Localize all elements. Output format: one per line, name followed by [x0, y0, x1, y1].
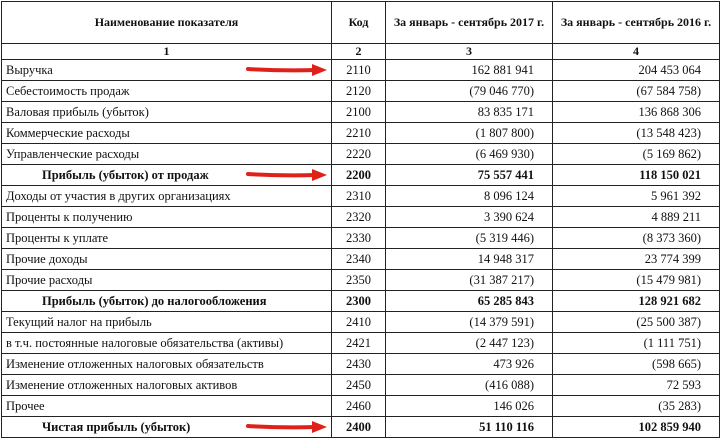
- row-value-2017: 65 285 843: [386, 291, 553, 312]
- table-row: [2, 228, 720, 249]
- table-row: [2, 144, 720, 165]
- row-code: 2310: [332, 186, 386, 207]
- column-number: 3: [386, 44, 553, 60]
- row-value-2016: (1 111 751): [553, 333, 720, 354]
- row-name: Прибыль (убыток) до налогообложения: [2, 291, 332, 312]
- row-name: Прочее: [2, 396, 332, 417]
- row-name: Проценты к уплате: [2, 228, 332, 249]
- row-value-2017: 51 110 116: [386, 417, 553, 438]
- table-row: [2, 291, 720, 312]
- row-value-2017: 146 026: [386, 396, 553, 417]
- row-code: 2100: [332, 102, 386, 123]
- row-code: 2200: [332, 165, 386, 186]
- row-value-2016: 23 774 399: [553, 249, 720, 270]
- row-value-2016: 72 593: [553, 375, 720, 396]
- row-name: в т.ч. постоянные налоговые обязательства (активы): [2, 333, 332, 354]
- row-code: 2450: [332, 375, 386, 396]
- header-row: [2, 2, 720, 44]
- row-code: 2430: [332, 354, 386, 375]
- row-value-2016: 5 961 392: [553, 186, 720, 207]
- table-row: [2, 123, 720, 144]
- row-name: Проценты к получению: [2, 207, 332, 228]
- row-code: 2400: [332, 417, 386, 438]
- row-value-2017: 75 557 441: [386, 165, 553, 186]
- row-value-2016: (5 169 862): [553, 144, 720, 165]
- row-value-2017: 83 835 171: [386, 102, 553, 123]
- row-value-2017: (5 319 446): [386, 228, 553, 249]
- row-value-2017: (14 379 591): [386, 312, 553, 333]
- header-period-2016: За январь - сентябрь 2016 г.: [553, 2, 720, 44]
- row-value-2016: (67 584 758): [553, 81, 720, 102]
- row-name: Изменение отложенных налоговых активов: [2, 375, 332, 396]
- row-value-2017: (416 088): [386, 375, 553, 396]
- row-value-2017: 3 390 624: [386, 207, 553, 228]
- row-value-2017: (79 046 770): [386, 81, 553, 102]
- row-name: Себестоимость продаж: [2, 81, 332, 102]
- row-value-2016: 128 921 682: [553, 291, 720, 312]
- row-code: 2410: [332, 312, 386, 333]
- row-value-2017: (6 469 930): [386, 144, 553, 165]
- row-name: Выручка: [2, 60, 332, 81]
- column-number-row: [2, 44, 720, 60]
- table-row: [2, 186, 720, 207]
- row-name: Доходы от участия в других организациях: [2, 186, 332, 207]
- row-name: Управленческие расходы: [2, 144, 332, 165]
- row-name: Прочие расходы: [2, 270, 332, 291]
- row-value-2017: 162 881 941: [386, 60, 553, 81]
- row-value-2017: 8 096 124: [386, 186, 553, 207]
- row-code: 2110: [332, 60, 386, 81]
- row-code: 2340: [332, 249, 386, 270]
- column-number: 4: [553, 44, 720, 60]
- row-code: 2300: [332, 291, 386, 312]
- row-name: Текущий налог на прибыль: [2, 312, 332, 333]
- table-row: [2, 60, 720, 81]
- row-value-2017: 14 948 317: [386, 249, 553, 270]
- row-name: Валовая прибыль (убыток): [2, 102, 332, 123]
- row-value-2016: 4 889 211: [553, 207, 720, 228]
- row-value-2016: (15 479 981): [553, 270, 720, 291]
- header-period-2017: За январь - сентябрь 2017 г.: [386, 2, 553, 44]
- row-name: Изменение отложенных налоговых обязательств: [2, 354, 332, 375]
- row-code: 2320: [332, 207, 386, 228]
- table-row: [2, 270, 720, 291]
- row-code: 2120: [332, 81, 386, 102]
- row-value-2017: (2 447 123): [386, 333, 553, 354]
- row-code: 2220: [332, 144, 386, 165]
- row-value-2016: (8 373 360): [553, 228, 720, 249]
- table-row: [2, 354, 720, 375]
- row-value-2017: 473 926: [386, 354, 553, 375]
- row-value-2016: 204 453 064: [553, 60, 720, 81]
- row-value-2016: (35 283): [553, 396, 720, 417]
- row-value-2017: (1 807 800): [386, 123, 553, 144]
- table-row: [2, 333, 720, 354]
- header-name: Наименование показателя: [2, 2, 332, 44]
- row-value-2017: (31 387 217): [386, 270, 553, 291]
- row-value-2016: (13 548 423): [553, 123, 720, 144]
- row-code: 2330: [332, 228, 386, 249]
- table-row: [2, 249, 720, 270]
- row-value-2016: 136 868 306: [553, 102, 720, 123]
- table-row: [2, 207, 720, 228]
- column-number: 1: [2, 44, 332, 60]
- table-row: [2, 81, 720, 102]
- table-row: [2, 375, 720, 396]
- table-row: [2, 417, 720, 438]
- row-code: 2421: [332, 333, 386, 354]
- row-code: 2210: [332, 123, 386, 144]
- row-name: Коммерческие расходы: [2, 123, 332, 144]
- table-row: [2, 312, 720, 333]
- header-code: Код: [332, 2, 386, 44]
- row-value-2016: 102 859 940: [553, 417, 720, 438]
- row-name: Прибыль (убыток) от продаж: [2, 165, 332, 186]
- row-name: Прочие доходы: [2, 249, 332, 270]
- table-body: [2, 60, 720, 438]
- row-name: Чистая прибыль (убыток): [2, 417, 332, 438]
- column-number: 2: [332, 44, 386, 60]
- table-row: [2, 396, 720, 417]
- row-code: 2460: [332, 396, 386, 417]
- row-code: 2350: [332, 270, 386, 291]
- table-row: [2, 102, 720, 123]
- table-row: [2, 165, 720, 186]
- row-value-2016: (598 665): [553, 354, 720, 375]
- row-value-2016: (25 500 387): [553, 312, 720, 333]
- row-value-2016: 118 150 021: [553, 165, 720, 186]
- financial-results-table: [1, 1, 720, 438]
